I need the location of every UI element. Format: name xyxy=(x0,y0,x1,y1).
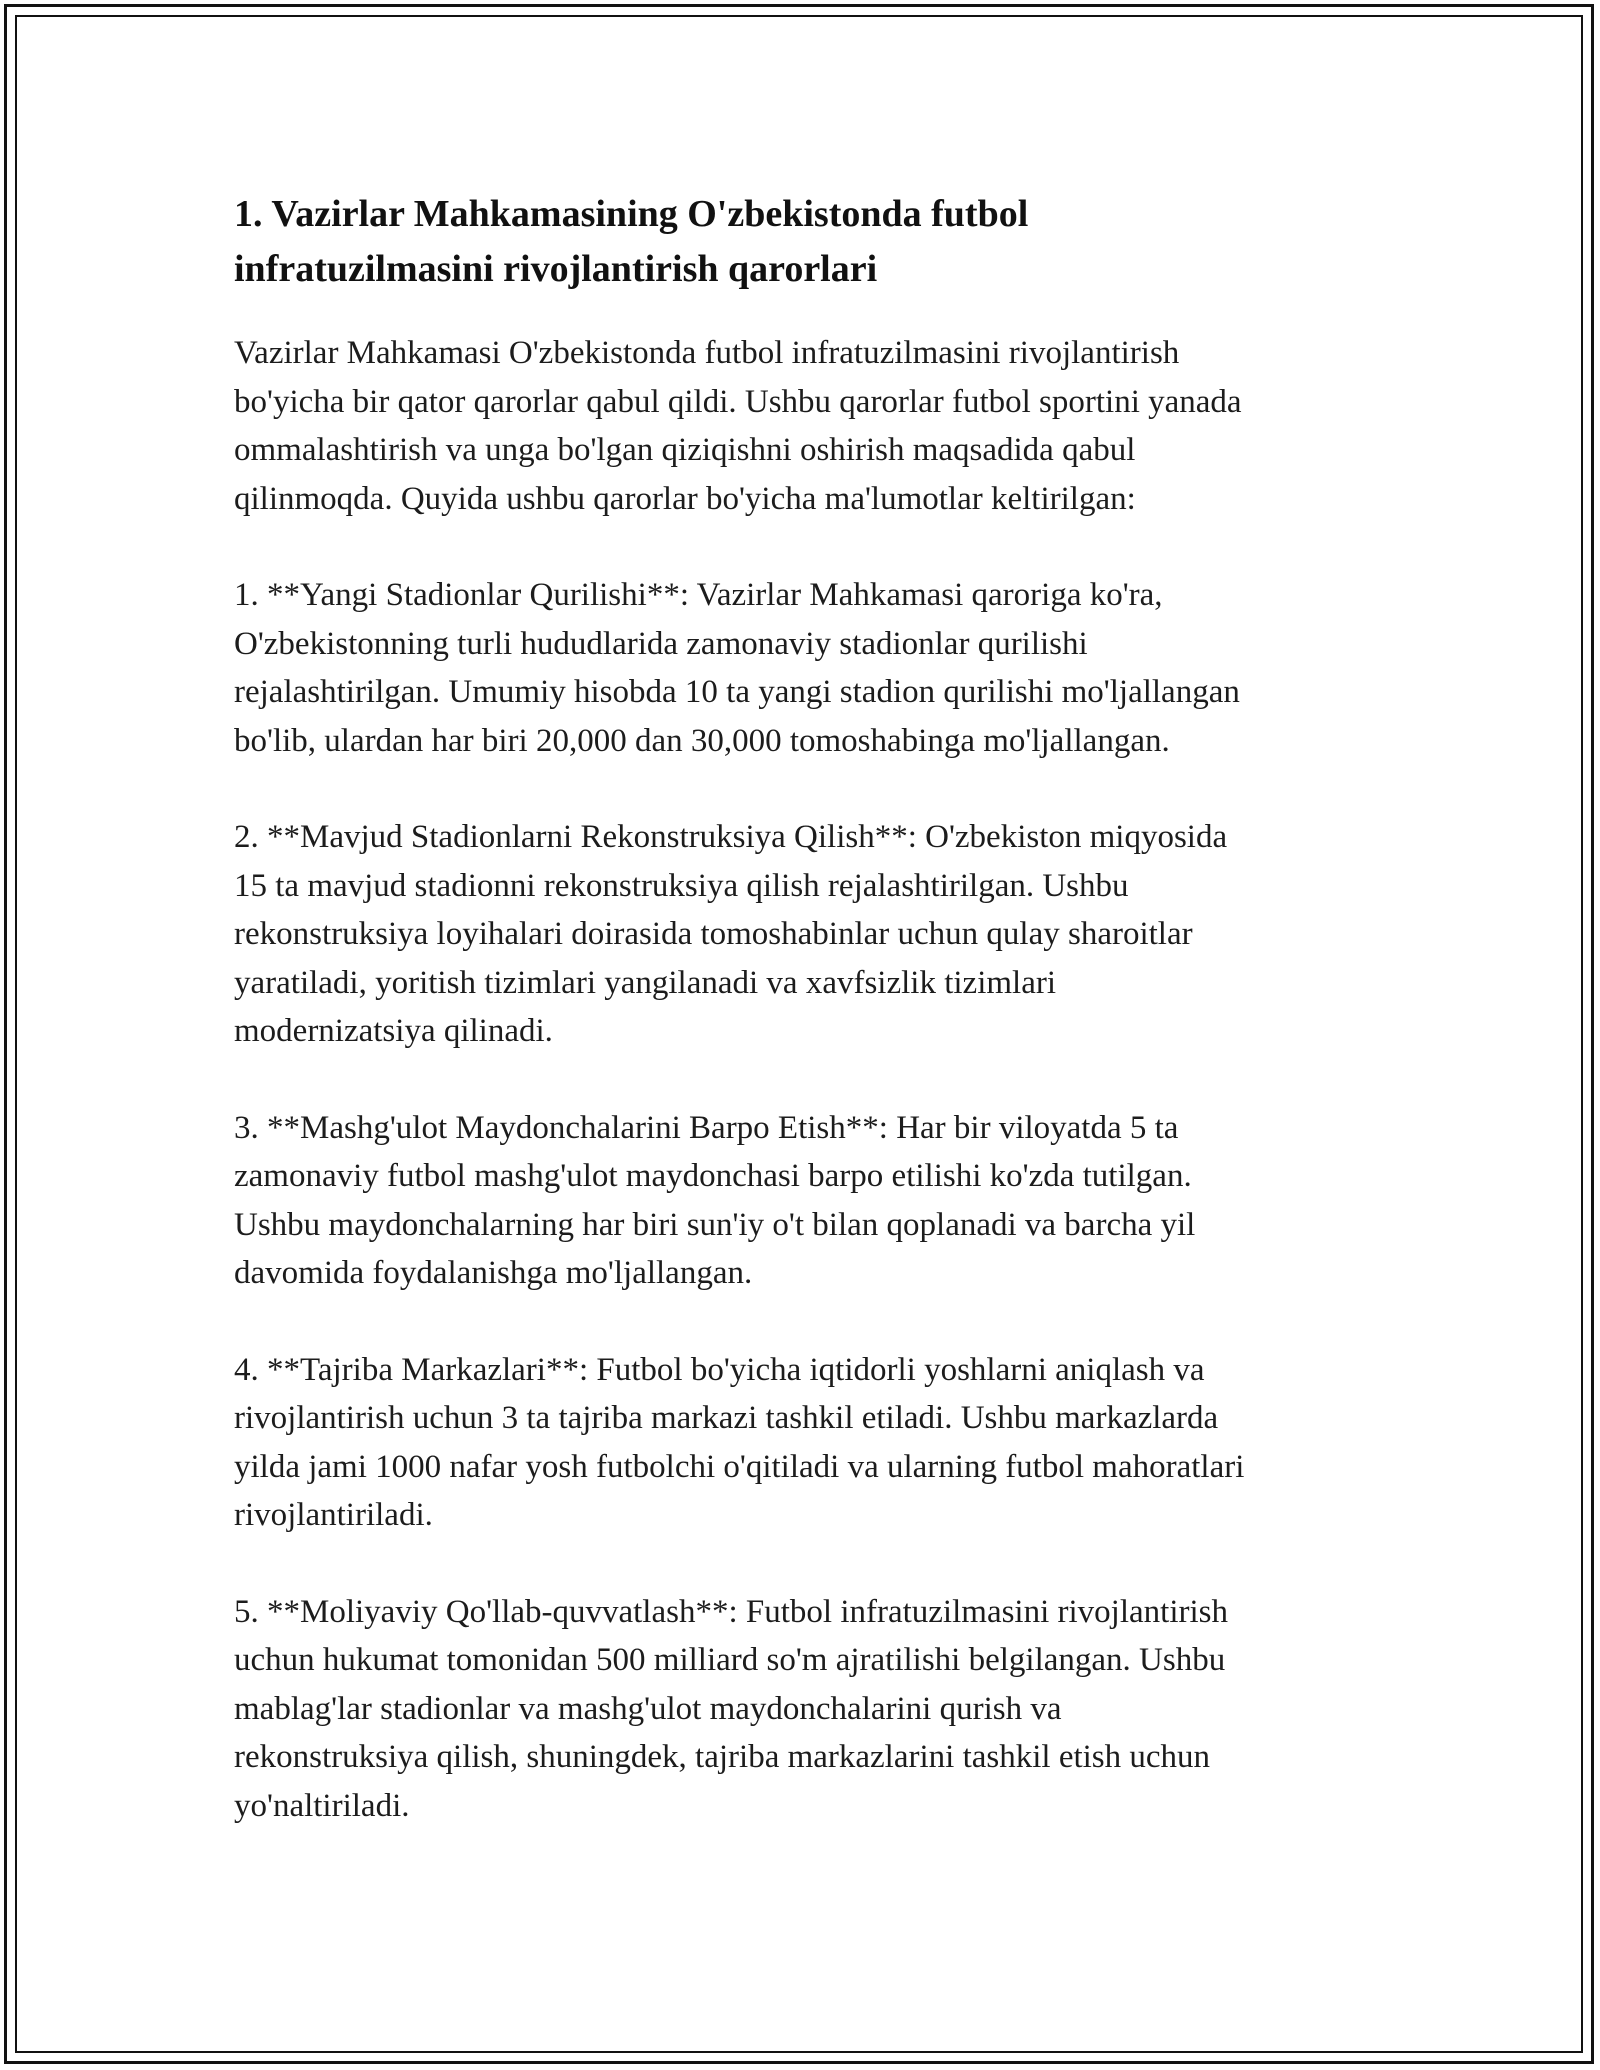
item-training-fields: 3. **Mashg'ulot Maydonchalarini Barpo Etish**: Har bir viloyatda 5 ta zamonaviy futbol mashg'ulot maydonchasi barpo etilishi ko'zda tutilgan. Ushbu maydonchalarning har biri sun'iy o't bilan qoplanadi va barcha yil davomida foydalanishga mo'ljallangan. xyxy=(234,1109,1196,1291)
item-stadium-reconstruction: 2. **Mavjud Stadionlarni Rekonstruksiya Qilish**: O'zbekiston miqyosida 15 ta mavjud stadionni rekonstruksiya qilish rejalashtirilgan. Ushbu rekonstruksiya loyihalari doirasida tomoshabinlar uchun qulay sharoitlar yaratiladi, yoritish tizimlari yangilanadi va xavfsizlik tizimlari modernizatsiya qilinadi. xyxy=(234,819,1228,1049)
document-title: 1. Vazirlar Mahkamasining O'zbekistonda futbol infratuzilmasini rivojlantirish qarorlari xyxy=(234,193,1029,290)
item-new-stadiums: 1. **Yangi Stadionlar Qurilishi**: Vazirlar Mahkamasi qaroriga ko'ra, O'zbekistonning turli hududlarida zamonaviy stadionlar qurilishi rejalashtirilgan. Umumiy hisobda 10 ta yangi stadion qurilishi mo'ljallangan bo'lib, ulardan har biri 20,000 dan 30,000 tomoshabinga mo'ljallangan. xyxy=(234,577,1240,759)
item-financial-support: 5. **Moliyaviy Qo'llab-quvvatlash**: Futbol infratuzilmasini rivojlantirish uchun hukumat tomonidan 500 milliard so'm ajratilishi belgilangan. Ushbu mablag'lar stadionlar va mashg'ulot maydonchalarini qurish va rekonstruksiya qilish, shuningdek, tajriba markazlarini tashkil etish uchun yo'naltiriladi. xyxy=(234,1593,1228,1824)
intro-paragraph: Vazirlar Mahkamasi O'zbekistonda futbol infratuzilmasini rivojlantirish bo'yicha bir qator qarorlar qabul qildi. Ushbu qarorlar futbol sportini yanada ommalashtirish va unga bo'lgan qiziqishni oshirish maqsadida qabul qilinmoqda. Quyida ushbu qarorlar bo'yicha ma'lumotlar keltirilgan: xyxy=(234,335,1242,517)
item-training-centers: 4. **Tajriba Markazlari**: Futbol bo'yicha iqtidorli yoshlarni aniqlash va rivojlantirish uchun 3 ta tajriba markazi tashkil etiladi. Ushbu markazlarda yilda jami 1000 nafar yosh futbolchi o'qitiladi va ularning futbol mahoratlari rivojlantiriladi. xyxy=(234,1351,1245,1533)
document-body xyxy=(234,187,1374,1878)
